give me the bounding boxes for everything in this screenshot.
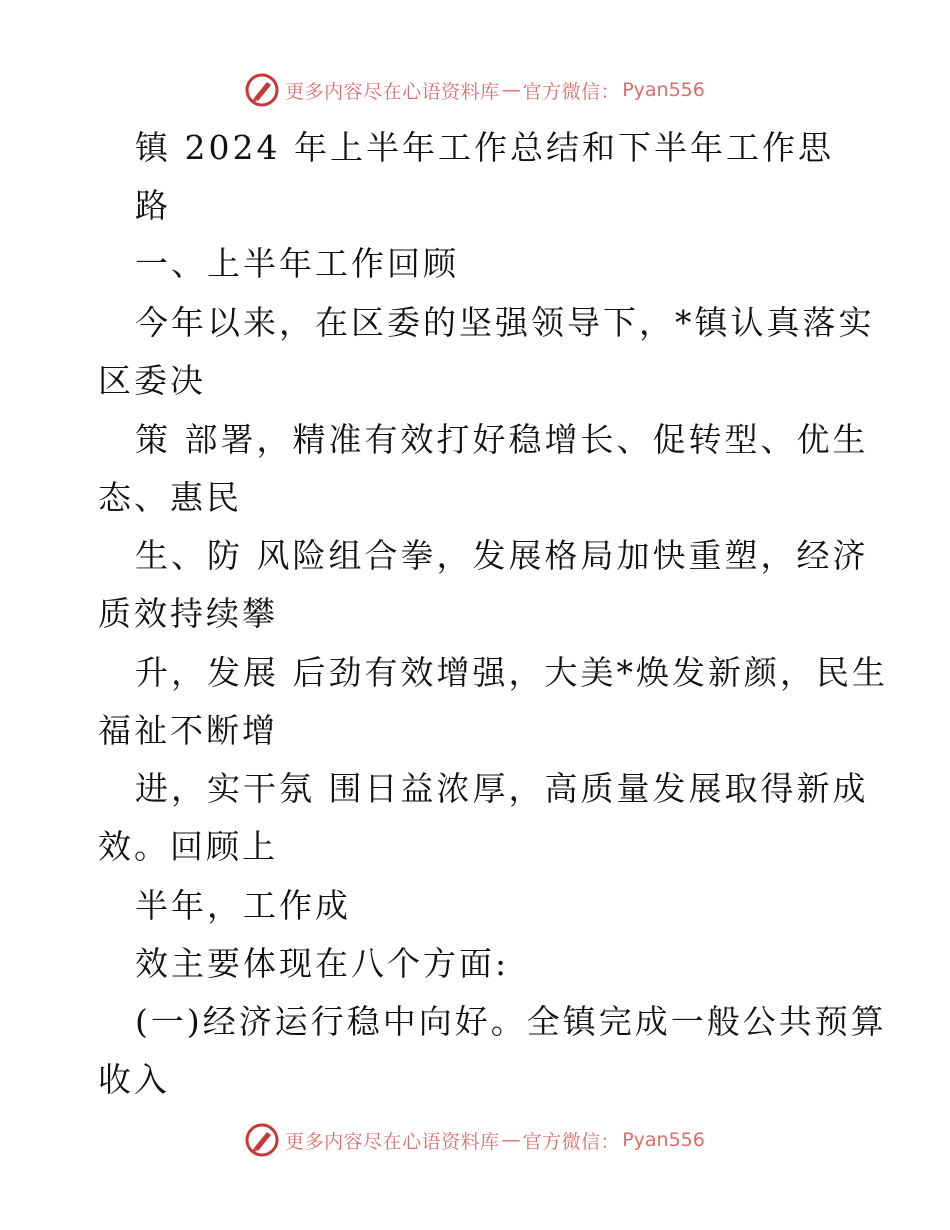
paragraph-line: 效。回顾上 xyxy=(98,827,278,866)
subsection-heading: (一)经济运行稳中向好。全镇完成一般公共预算 xyxy=(135,1002,887,1041)
pen-logo-icon xyxy=(245,73,279,107)
watermark-label: 官方微信： xyxy=(522,80,621,103)
paragraph-line: 今年以来，在区委的坚强领导下，*镇认真落实 xyxy=(135,303,875,342)
watermark-id: Pyan556 xyxy=(622,1129,705,1151)
paragraph-line: 进，实干氛 围日益浓厚，高质量发展取得新成 xyxy=(135,769,869,808)
watermark-label: 官方微信： xyxy=(522,1130,621,1153)
watermark-id: Pyan556 xyxy=(622,79,705,101)
paragraph-line: 收入 xyxy=(98,1060,170,1099)
paragraph-line: 效主要体现在八个方面: xyxy=(135,944,510,983)
paragraph-line: 态、惠民 xyxy=(98,478,242,517)
watermark-footer xyxy=(0,1120,950,1160)
watermark-dash: — xyxy=(501,1129,521,1151)
watermark-site: 更多内容尽在心语资料库 xyxy=(285,1130,500,1153)
paragraph-line: 区委决 xyxy=(98,361,206,400)
pen-logo-icon xyxy=(245,1123,279,1157)
paragraph-line: 升，发展 后劲有效增强，大美*焕发新颜，民生 xyxy=(135,653,888,692)
watermark-site: 更多内容尽在心语资料库 xyxy=(285,80,500,103)
watermark-header xyxy=(0,70,950,110)
watermark-dash: — xyxy=(501,79,521,101)
paragraph-line: 生、防 风险组合拳，发展格局加快重塑，经济 xyxy=(135,536,869,575)
paragraph-line: 质效持续攀 xyxy=(98,594,278,633)
section-heading: 一、上半年工作回顾 xyxy=(135,244,459,283)
paragraph-line: 策 部署，精准有效打好稳增长、促转型、优生 xyxy=(135,420,869,459)
document-title: 镇 2024 年上半年工作总结和下半年工作思 xyxy=(135,128,834,167)
paragraph-line: 福祉不断增 xyxy=(98,711,278,750)
document-title-cont: 路 xyxy=(135,186,171,225)
paragraph-line: 半年，工作成 xyxy=(135,886,351,925)
